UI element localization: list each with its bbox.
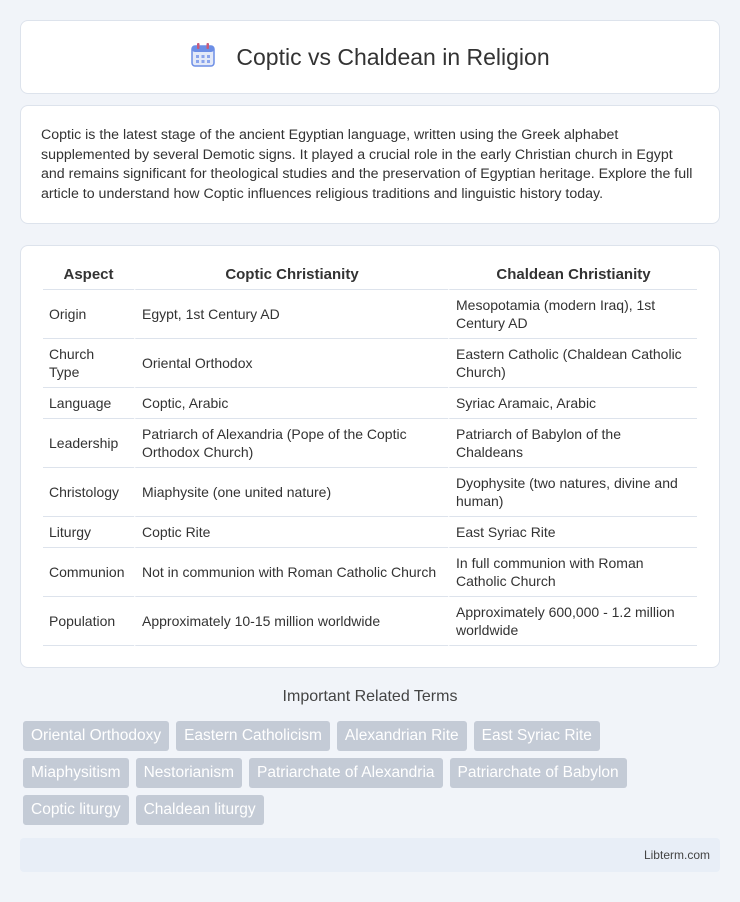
header-chaldean: Chaldean Christianity	[448, 266, 697, 290]
row-coptic: Not in communion with Roman Catholic Church	[134, 548, 448, 597]
row-chaldean: Dyophysite (two natures, divine and human)	[448, 468, 697, 517]
tag-patriarchate-of-alexandria[interactable]: Patriarchate of Alexandria	[249, 758, 443, 788]
row-aspect: Christology	[43, 468, 134, 517]
row-coptic: Patriarch of Alexandria (Pope of the Coptic Orthodox Church)	[134, 419, 448, 468]
row-coptic: Coptic, Arabic	[134, 388, 448, 419]
tag-row	[23, 758, 723, 788]
footer	[20, 838, 720, 872]
table-row	[43, 548, 697, 597]
table-row	[43, 419, 697, 468]
table-row	[43, 517, 697, 548]
tag-nestorianism[interactable]: Nestorianism	[136, 758, 242, 788]
row-aspect: Communion	[43, 548, 134, 597]
header-card	[20, 20, 720, 94]
row-aspect: Church Type	[43, 339, 134, 388]
tag-east-syriac-rite[interactable]: East Syriac Rite	[474, 721, 600, 751]
row-aspect: Population	[43, 597, 134, 646]
header-inner	[190, 42, 549, 73]
tag-miaphysitism[interactable]: Miaphysitism	[23, 758, 129, 788]
intro-card	[20, 105, 720, 224]
row-aspect: Leadership	[43, 419, 134, 468]
intro-text: Coptic is the latest stage of the ancient Egyptian language, written using the Greek alphabet supplemented by several Demotic signs. It played a crucial role in the early Christian church in Egypt and remains significant for theological studies and the preservation of Egyptian heritage. Explore the full article to understand how Coptic influences religious traditions and linguistic history today.	[41, 127, 693, 202]
row-aspect: Language	[43, 388, 134, 419]
row-coptic: Approximately 10-15 million worldwide	[134, 597, 448, 646]
tag-eastern-catholicism[interactable]: Eastern Catholicism	[176, 721, 330, 751]
table-row	[43, 468, 697, 517]
calendar-icon	[190, 42, 216, 73]
row-chaldean: Syriac Aramaic, Arabic	[448, 388, 697, 419]
table-header-row	[43, 266, 697, 290]
header-aspect: Aspect	[43, 266, 134, 290]
comparison-card	[20, 245, 720, 668]
row-aspect: Origin	[43, 290, 134, 339]
row-chaldean: Mesopotamia (modern Iraq), 1st Century AD	[448, 290, 697, 339]
related-terms-title: Important Related Terms	[282, 688, 458, 705]
footer-brand[interactable]: Libterm.com	[643, 848, 710, 862]
page-title: Coptic vs Chaldean in Religion	[236, 43, 550, 70]
row-aspect: Liturgy	[43, 517, 134, 548]
table-row	[43, 388, 697, 419]
tag-patriarchate-of-babylon[interactable]: Patriarchate of Babylon	[450, 758, 627, 788]
table-row	[43, 339, 697, 388]
row-chaldean: Patriarch of Babylon of the Chaldeans	[448, 419, 697, 468]
tag-alexandrian-rite[interactable]: Alexandrian Rite	[337, 721, 467, 751]
row-coptic: Coptic Rite	[134, 517, 448, 548]
row-coptic: Egypt, 1st Century AD	[134, 290, 448, 339]
header-coptic: Coptic Christianity	[134, 266, 448, 290]
row-chaldean: Approximately 600,000 - 1.2 million worldwide	[448, 597, 697, 646]
row-chaldean: In full communion with Roman Catholic Church	[448, 548, 697, 597]
tag-coptic-liturgy[interactable]: Coptic liturgy	[23, 795, 129, 825]
tag-chaldean-liturgy[interactable]: Chaldean liturgy	[136, 795, 264, 825]
table-row	[43, 597, 697, 646]
row-chaldean: Eastern Catholic (Chaldean Catholic Church)	[448, 339, 697, 388]
related-terms-list	[23, 721, 723, 832]
tag-row	[23, 795, 723, 825]
tag-row	[23, 721, 723, 751]
tag-oriental-orthodoxy[interactable]: Oriental Orthodoxy	[23, 721, 169, 751]
row-coptic: Miaphysite (one united nature)	[134, 468, 448, 517]
row-coptic: Oriental Orthodox	[134, 339, 448, 388]
row-chaldean: East Syriac Rite	[448, 517, 697, 548]
comparison-table	[43, 266, 697, 646]
table-row	[43, 290, 697, 339]
